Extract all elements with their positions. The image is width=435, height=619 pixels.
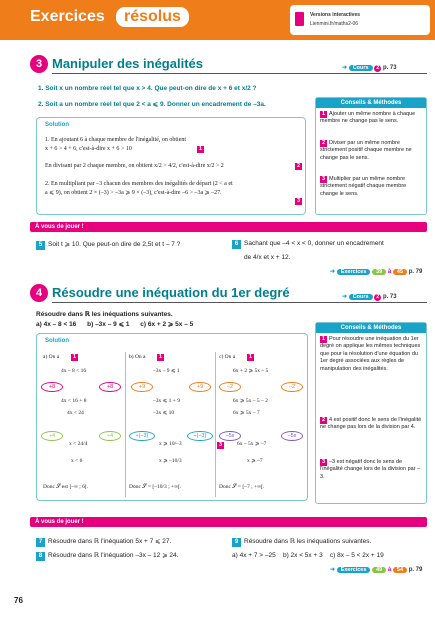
conseils-title: Conseils & Méthodes bbox=[316, 98, 426, 108]
solution-line-3: 2. En multipliant par –3 chacun des membres des inégalités de départ (2 < a et bbox=[45, 181, 233, 187]
op-oval: +9 bbox=[189, 382, 211, 392]
cours-num: 2 bbox=[376, 65, 380, 71]
question-1: 1. Soit x un nombre réel tel que x > 4. Que peut-on dire de x + 6 et x/2 ? bbox=[38, 85, 257, 92]
column-divider bbox=[125, 352, 126, 497]
conseil-item: 3 –3 est négatif donc le sens de l'inégalité change lors de la division par –3. bbox=[320, 459, 421, 480]
exercise-text: Sachant que –4 < x < 0, donner un encadrement bbox=[244, 240, 384, 247]
page-header bbox=[0, 0, 435, 40]
cours-reference[interactable] bbox=[342, 64, 397, 72]
inequations-list: a) 4x – 8 < 16 b) –3x – 9 ⩽ 1 c) 6x + 2 ⩾ 5x – 5 bbox=[36, 321, 194, 328]
versions-label: Versions interactives bbox=[310, 12, 361, 18]
col-b-line: –3x ⩽ 10 bbox=[153, 410, 175, 416]
ex-range-end: 45 bbox=[393, 269, 407, 275]
ex-page: p. 79 bbox=[408, 567, 423, 573]
solution-tag-1: 1 bbox=[198, 146, 203, 152]
interactive-versions-box[interactable] bbox=[290, 5, 430, 35]
arrow-icon: ➜ bbox=[342, 294, 348, 300]
exercise-7[interactable] bbox=[36, 537, 171, 547]
exercise-text-2: a) 4x + 7 > –25 b) 2x < 5x + 3 c) 8x – 5 < 2x + 19 bbox=[232, 552, 384, 559]
conseil-item: 1 Pour résoudre une inéquation du 1er degré on applique les mêmes techniques que pour la résolution d'une équation du 1er degré associées aux règles de manipulation des inégalités. bbox=[320, 336, 421, 372]
solution-label: Solution bbox=[45, 338, 69, 344]
op-oval: –5x bbox=[219, 431, 241, 441]
op-oval: +8 bbox=[41, 382, 63, 392]
arrow-icon: ➜ bbox=[342, 65, 348, 71]
solution-line-2: En divisant par 2 chaque membre, on obtient x/2 > 4/2, c'est-à-dire x/2 > 2 bbox=[45, 163, 224, 169]
conseil-item: 2 4 est positif donc le sens de l'inégalité ne change pas lors de la division par 4. bbox=[320, 417, 422, 431]
col-a-line: 4x < 16 + 8 bbox=[61, 398, 87, 404]
practice-band: À vous de jouer ! bbox=[30, 222, 427, 232]
cours-pill: Cours bbox=[349, 294, 373, 300]
arrow-icon: ➜ bbox=[330, 567, 336, 573]
exercices-pill: Exercices bbox=[337, 567, 371, 573]
col-c-line: 6x ⩾ 5x – 5 – 2 bbox=[233, 398, 268, 404]
col-b-line: x ⩾ –10/3 bbox=[159, 458, 182, 464]
exercices-reference[interactable]: ➜ Exercices 39 à 45 p. 79 bbox=[330, 269, 423, 275]
op-oval: –2 bbox=[281, 382, 303, 392]
column-divider bbox=[215, 352, 216, 497]
section-number: 3 bbox=[30, 55, 48, 73]
solution-tag-3: 3 bbox=[296, 198, 301, 204]
cours-pill: Cours bbox=[349, 65, 373, 71]
op-oval: ÷(–3) bbox=[187, 431, 213, 441]
conseil-item: 3 Multiplier par un même nombre strictement négatif chaque membre change le sens. bbox=[320, 176, 407, 197]
exercise-number: 7 bbox=[36, 538, 45, 547]
exercise-text: Soit t ⩾ 10. Que peut-on dire de 2,5t et t – 7 ? bbox=[48, 241, 181, 248]
exercise-6[interactable] bbox=[232, 240, 427, 261]
ex-range-start: 49 bbox=[372, 567, 386, 573]
section-number: 4 bbox=[30, 284, 48, 302]
tag-1: 1 bbox=[248, 354, 253, 360]
col-c-line: 6x – 5x ⩾ –7 bbox=[237, 441, 267, 447]
section-underline bbox=[52, 73, 427, 74]
op-oval: –2 bbox=[219, 382, 241, 392]
solution-box bbox=[36, 117, 306, 215]
ex-range-start: 39 bbox=[372, 269, 386, 275]
exercise-number: 5 bbox=[36, 241, 45, 250]
section-underline bbox=[52, 302, 427, 303]
section-title: Résoudre une inéquation du 1er degré bbox=[52, 285, 290, 300]
ex-range-end: 54 bbox=[393, 567, 407, 573]
exercise-text-2: de 4/x et x + 12. bbox=[244, 254, 291, 261]
op-oval: –5x bbox=[281, 431, 303, 441]
tag-3: 3 bbox=[218, 442, 223, 448]
col-c-line: 6x ⩾ 5x – 7 bbox=[233, 410, 260, 416]
exercise-number: 9 bbox=[232, 538, 241, 547]
col-c-line: x ⩾ –7 bbox=[247, 458, 263, 464]
exercise-8[interactable] bbox=[36, 551, 178, 561]
op-oval: ÷(–3) bbox=[129, 431, 155, 441]
exercices-pill: Exercices bbox=[337, 269, 371, 275]
solution-line-3b: a ⩽ 9), on obtient 2 × (–3) > –3a ⩾ 9 × (–3), c'est-à-dire –6 > –3a ⩾ –27. bbox=[45, 190, 222, 196]
exercise-9[interactable] bbox=[232, 537, 427, 559]
solution-line-1: 1. En ajoutant 6 à chaque membre de l'inégalité, on obtient bbox=[45, 137, 187, 143]
cours-page: p. 73 bbox=[382, 65, 397, 71]
exercise-number: 8 bbox=[36, 552, 45, 561]
col-b-line: x ⩾ 10/–3 bbox=[159, 441, 182, 447]
question-2: 2. Soit a un nombre réel tel que 2 < a ⩽ 9. Donner un encadrement de –3a. bbox=[38, 101, 266, 108]
op-oval: ÷4 bbox=[41, 431, 63, 441]
conseil-item: 2 Diviser par un même nombre strictement positif chaque membre ne change pas le sens. bbox=[320, 140, 412, 161]
cours-num: 2 bbox=[376, 294, 380, 300]
col-a-line: x < 6 bbox=[71, 458, 83, 464]
col-a-conclusion: Donc 𝒮 est ]–∞ ; 6[. bbox=[43, 484, 89, 490]
page-number: 76 bbox=[14, 596, 23, 605]
col-b-head: b) On a bbox=[129, 354, 146, 360]
tag-1: 1 bbox=[72, 354, 77, 360]
op-oval: +9 bbox=[131, 382, 153, 392]
solution-label: Solution bbox=[45, 122, 69, 128]
exercise-text: Résoudre dans ℝ les inéquations suivantes. bbox=[244, 538, 372, 545]
col-a-head: a) On a bbox=[43, 354, 60, 360]
practice-band: À vous de jouer ! bbox=[30, 517, 427, 527]
col-c-line: 6x + 2 ⩾ 5x – 5 bbox=[233, 368, 269, 374]
section-title: Manipuler des inégalités bbox=[52, 56, 203, 71]
col-a-line: x < 24/4 bbox=[69, 441, 88, 447]
tag-1: 1 bbox=[158, 354, 163, 360]
arrow-icon: ➜ bbox=[330, 269, 336, 275]
exercise-5[interactable] bbox=[36, 240, 180, 250]
exercices-reference[interactable]: ➜ Exercices 49 à 54 p. 79 bbox=[330, 567, 423, 573]
versions-link[interactable]: Lienmini.fr/maths2-06 bbox=[310, 21, 359, 27]
inequations-intro: Résoudre dans ℝ les inéquations suivantes. bbox=[36, 311, 173, 318]
col-c-head: c) On a bbox=[219, 354, 236, 360]
header-pill: résolus bbox=[116, 7, 189, 27]
col-b-line: –3x – 9 ⩽ 1 bbox=[153, 368, 180, 374]
col-a-line: 4x – 8 < 16 bbox=[61, 368, 87, 374]
solution-line-1b: x + 6 > 4 + 6, c'est-à-dire x + 6 > 10 bbox=[45, 146, 132, 152]
conseils-box bbox=[315, 322, 427, 504]
header-title: Exercices bbox=[30, 8, 105, 25]
solution-box bbox=[36, 333, 308, 501]
conseil-item: 1 Ajouter un même nombre à chaque membre ne change pas le sens. bbox=[320, 111, 416, 125]
exercise-text: Résoudre dans ℝ l'inéquation 5x + 7 ⩽ 27. bbox=[48, 538, 172, 545]
solution-tag-2: 2 bbox=[296, 163, 301, 169]
cours-page: p. 73 bbox=[382, 294, 397, 300]
cours-reference[interactable] bbox=[342, 293, 397, 301]
exercise-number: 6 bbox=[232, 240, 241, 249]
col-a-line: 4x < 24 bbox=[67, 410, 84, 416]
conseils-title: Conseils & Méthodes bbox=[316, 323, 426, 333]
col-b-line: –3x ⩽ 1 + 9 bbox=[153, 398, 180, 404]
col-c-conclusion: Donc 𝒮 = [–7 ; +∞[. bbox=[219, 484, 265, 490]
conseils-box bbox=[315, 97, 427, 215]
exercise-text: Résoudre dans ℝ l'inéquation –3x – 12 ⩾ 24. bbox=[48, 552, 179, 559]
ex-page: p. 79 bbox=[408, 269, 423, 275]
phone-icon bbox=[295, 12, 304, 26]
op-oval: +8 bbox=[99, 382, 121, 392]
col-b-conclusion: Donc 𝒮 = [–10/3 ; +∞[. bbox=[129, 484, 182, 490]
op-oval: ÷4 bbox=[99, 431, 121, 441]
